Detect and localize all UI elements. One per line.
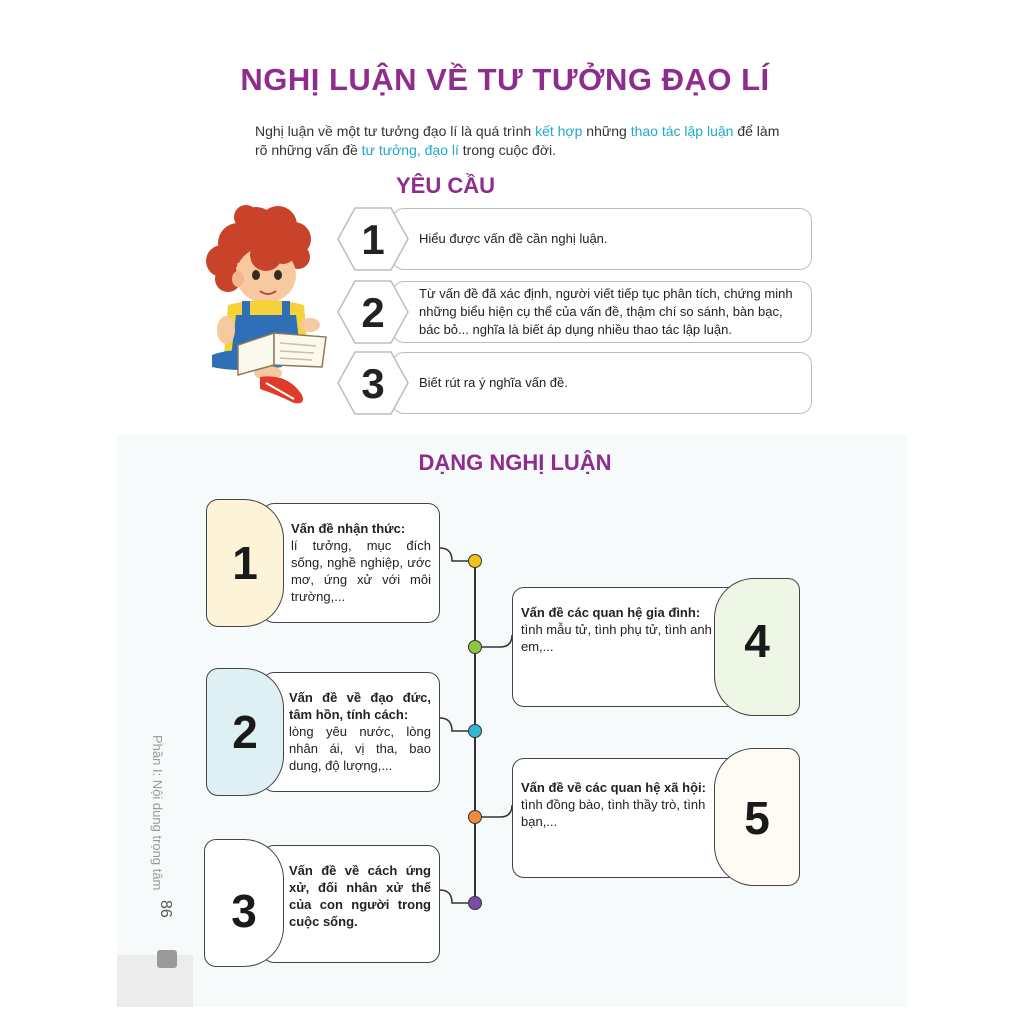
type-card-5 (512, 758, 740, 878)
type-text-3 (289, 862, 431, 930)
intro-part-1: Nghị luận về một tư tưởng đạo lí là quá trình (255, 123, 536, 139)
page-corner-strip (117, 955, 193, 1007)
type-badge-5 (714, 748, 800, 886)
type-text-4 (521, 604, 713, 655)
type-body-2: lòng yêu nước, lòng nhân ái, vị tha, bao dung, độ lượng,... (289, 724, 431, 773)
page-title: NGHỊ LUẬN VỀ TƯ TƯỞNG ĐẠO LÍ (240, 62, 770, 97)
type-text-5 (521, 779, 713, 830)
requirement-text-3: Biết rút ra ý nghĩa vấn đề. (419, 375, 568, 390)
type-title-4: Vấn đề các quan hệ gia đình: (521, 605, 701, 620)
requirement-hex-3 (337, 351, 409, 415)
requirement-number-3: 3 (361, 360, 385, 407)
type-number-2: 2 (232, 706, 258, 758)
connector-dot-5 (468, 810, 482, 824)
intro-highlight-2: thao tác lập luận (630, 123, 734, 139)
type-text-2 (289, 689, 431, 774)
intro-highlight-3: tư tưởng, đạo lí (361, 142, 459, 158)
type-number-1: 1 (232, 537, 258, 589)
requirement-hex-1 (337, 207, 409, 271)
intro-part-4: trong cuộc đời. (458, 142, 556, 158)
type-title-5: Vấn đề về các quan hệ xã hội: (521, 780, 706, 795)
type-badge-3 (204, 839, 284, 967)
connector-dot-1 (468, 554, 482, 568)
type-number-4: 4 (744, 615, 770, 667)
requirement-card-2 (392, 281, 812, 343)
intro-highlight-1: kết hợp (535, 123, 583, 139)
section-label: Phần I: Nội dung trọng tâm (150, 735, 165, 891)
requirement-card-3 (392, 352, 812, 414)
type-number-3: 3 (231, 885, 257, 937)
type-body-1: lí tưởng, mục đích sống, nghề nghiệp, ước mơ, ứng xử với môi trường,... (291, 538, 431, 604)
type-body-5: tình đồng bào, tình thầy trò, tình bạn,... (521, 797, 706, 829)
intro-paragraph (255, 122, 795, 160)
type-title-3: Vấn đề về cách ứng xử, đối nhân xử thế của con người trong cuộc sống. (289, 863, 431, 929)
type-body-4: tình mẫu tử, tình phụ tử, tình anh em,... (521, 622, 712, 654)
connector-dot-4 (468, 640, 482, 654)
type-title-2: Vấn đề về đạo đức, tâm hồn, tính cách: (289, 690, 431, 722)
type-badge-2 (206, 668, 284, 796)
requirement-hex-2 (337, 280, 409, 344)
connector-dot-3 (468, 896, 482, 910)
intro-part-3: để làm rõ những vấn đề (255, 123, 780, 158)
boy-reading-illustration (198, 205, 338, 410)
type-card-2 (262, 672, 440, 792)
type-title-1: Vấn đề nhận thức: (291, 521, 406, 536)
requirement-number-2: 2 (361, 289, 385, 336)
connector-dot-2 (468, 724, 482, 738)
requirement-text-2: Từ vấn đề đã xác định, người viết tiếp tục phân tích, chứng minh những biểu hiện cụ thể của vấn đề, thậm chí so sánh, bàn bạc, bác bỏ... nghĩa là biết áp dụng nhiều thao tác lập luận. (419, 286, 793, 337)
requirement-card-1 (392, 208, 812, 270)
page-number: 86 (157, 900, 174, 918)
type-badge-1 (206, 499, 284, 627)
requirement-number-1: 1 (361, 216, 385, 263)
requirement-text-1: Hiểu được vấn đề cần nghị luận. (419, 231, 608, 246)
type-card-1 (262, 503, 440, 623)
type-card-3 (262, 845, 440, 963)
requirements-heading: YÊU CẦU (396, 173, 496, 198)
page-marker (157, 950, 177, 968)
type-number-5: 5 (744, 792, 770, 844)
intro-part-2: những (582, 123, 631, 139)
type-card-4 (512, 587, 740, 707)
types-heading: DẠNG NGHỊ LUẬN (418, 450, 612, 475)
type-badge-4 (714, 578, 800, 716)
type-text-1 (291, 520, 431, 605)
